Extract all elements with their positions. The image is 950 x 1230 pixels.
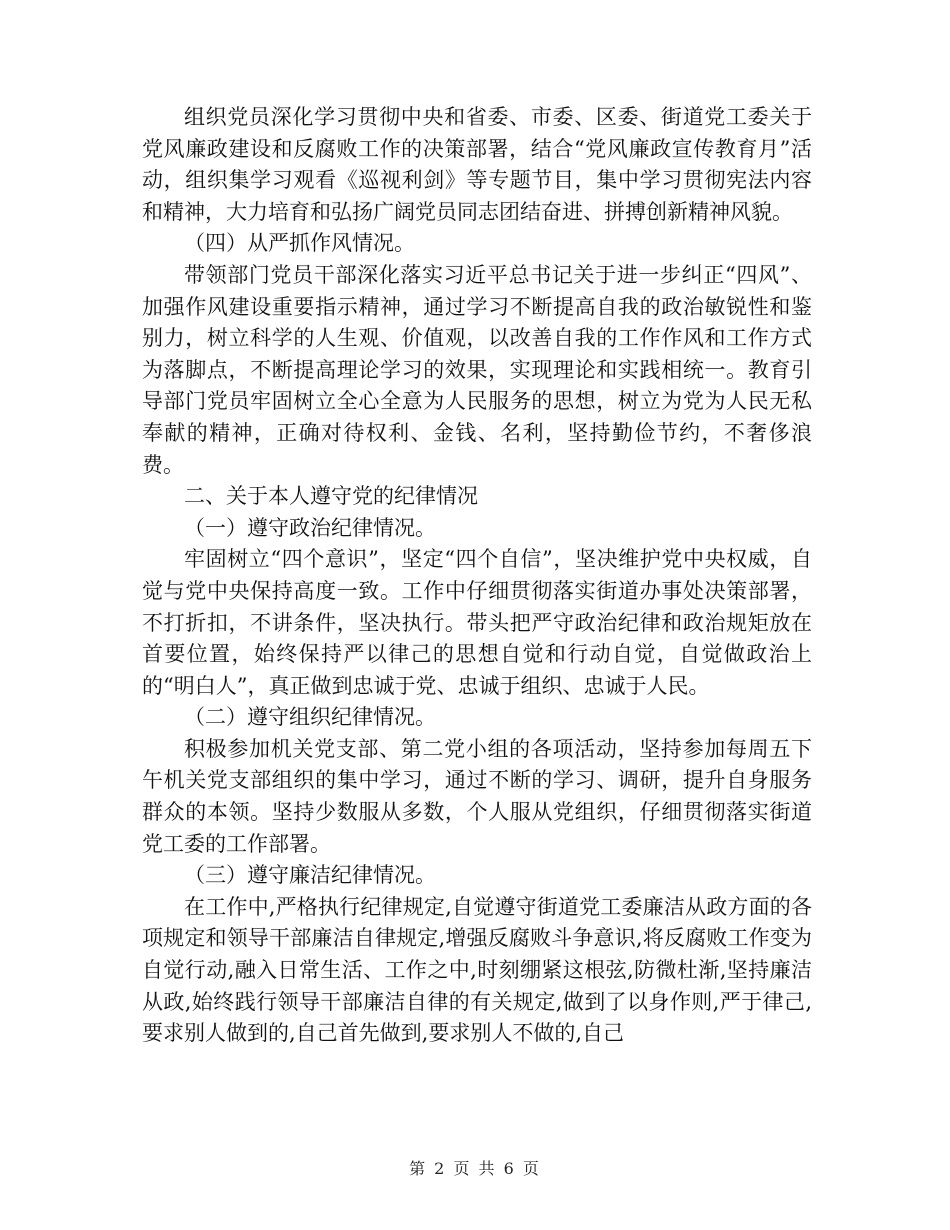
- heading-organizational-discipline: （二）遵守组织纪律情况。: [184, 705, 436, 730]
- document-body: [142, 102, 812, 1050]
- heading-political-discipline: （一）遵守政治纪律情况。: [184, 515, 436, 540]
- heading-work-style: （四）从严抓作风情况。: [184, 231, 415, 256]
- heading-integrity-discipline: （三）遵守廉洁纪律情况。: [184, 863, 436, 888]
- paragraph-work-style: 带领部门党员干部深化落实习近平总书记关于进一步纠正“四风”、加强作风建设重要指示精神，通过学习不断提高自我的政治敏锐性和鉴别力，树立科学的人生观、价值观，以改善自我的工作作风和工作方式为落脚点，不断提高理论学习的效果，实现理论和实践相统一。教育引导部门党员牢固树立全心全意为人民服务的思想，树立为党为人民无私奉献的精神，正确对待权利、金钱、名利，坚持勤俭节约，不奢侈浪费。: [142, 262, 812, 477]
- paragraph-political-discipline: 牢固树立“四个意识”，坚定“四个自信”，坚决维护党中央权威，自觉与党中央保持高度一致。工作中仔细贯彻落实街道办事处决策部署，不打折扣，不讲条件，坚决执行。带头把严守政治纪律和政治规矩放在首要位置，始终保持严以律己的思想自觉和行动自觉，自觉做政治上的“明白人”，真正做到忠诚于党、忠诚于组织、忠诚于人民。: [142, 547, 812, 698]
- page-number: 第 2 页 共 6 页: [409, 1159, 541, 1178]
- paragraph-integrity-discipline: 在工作中,严格执行纪律规定,自觉遵守街道党工委廉洁从政方面的各项规定和领导干部廉洁自律规定,增强反腐败斗争意识,将反腐败工作变为自觉行动,融入日常生活、工作之中,时刻绷紧这根弦,防微杜渐,坚持廉洁从政,始终践行领导干部廉洁自律的有关规定,做到了以身作则,严于律己,要求别人做到的,自己首先做到,要求别人不做的,自己: [142, 894, 812, 1046]
- paragraph-organizational-discipline: 积极参加机关党支部、第二党小组的各项活动，坚持参加每周五下午机关党支部组织的集中学习，通过不断的学习、调研，提升自身服务群众的本领。坚持少数服从多数，个人服从党组织，仔细贯彻落实街道党工委的工作部署。: [142, 736, 812, 856]
- paragraph-study-deployment: 组织党员深化学习贯彻中央和省委、市委、区委、街道党工委关于党风廉政建设和反腐败工作的决策部署，结合“党风廉政宣传教育月”活动，组织集学习观看《巡视利剑》等专题节目，集中学习贯彻宪法内容和精神，大力培育和弘扬广阔党员同志团结奋进、拼搏创新精神风貌。: [142, 105, 812, 224]
- section-heading-discipline: 二、关于本人遵守党的纪律情况: [184, 484, 478, 509]
